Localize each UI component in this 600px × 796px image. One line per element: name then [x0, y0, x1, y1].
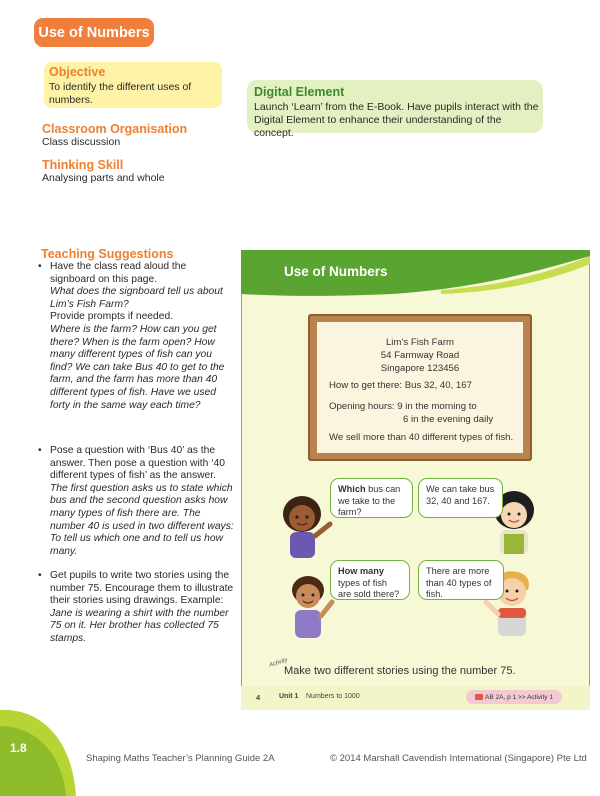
section-title: Use of Numbers	[38, 24, 150, 41]
activity-book-reference	[466, 690, 562, 704]
book-page-number: 4	[256, 693, 261, 702]
bullet-question: What does the signboard tell us about Lim’s Fish Farm?	[50, 286, 223, 310]
speech-bubble	[330, 478, 413, 518]
book-unit-title: Numbers to 1000	[306, 693, 360, 700]
section-title-tab	[34, 18, 154, 47]
bullet-intro: Get pupils to write two stories using the number 75. Encourage them to illustrate their stories using drawings. Example:	[50, 570, 234, 607]
sign-farm-name: Lim’s Fish Farm	[385, 337, 455, 348]
page-number: 1.8	[10, 741, 27, 755]
classroom-heading: Classroom Organisation	[42, 122, 188, 136]
bubble-text: We can take bus 32, 40 and 167.	[426, 484, 495, 506]
bullet-intro: Pose a question with ‘Bus 40’ as the answer. Then pose a question with ‘40 different types of fish’ as the answer.	[50, 445, 225, 482]
bullet-prompt: Provide prompts if needed.	[50, 311, 174, 323]
sign-postcode: Singapore 123456	[380, 363, 460, 374]
thinking-skill-heading: Thinking Skill	[42, 158, 124, 172]
sign-bus: How to get there: Bus 32, 40, 167	[329, 380, 472, 391]
digital-element-heading: Digital Element	[254, 85, 345, 99]
bullet-intro: Have the class read aloud the signboard on this page.	[50, 261, 187, 285]
digital-element-text: Launch ‘Learn’ from the E-Book. Have pupils interact with the Digital Element to enhance their understanding of the concept.	[254, 101, 539, 139]
classroom-text: Class discussion	[42, 136, 121, 148]
bubble-text: types of fish are sold there?	[338, 577, 400, 599]
teaching-bullet	[38, 261, 234, 412]
bubble-text: There are more than 40 types of fish.	[426, 566, 492, 599]
sign-address: 54 Farmway Road	[380, 350, 460, 361]
activity-text: Make two different stories using the number 75.	[284, 665, 516, 677]
book-page-title: Use of Numbers	[284, 264, 388, 279]
sign-hours-continued: 6 in the evening daily	[403, 414, 494, 425]
bubble-text: bus can we take to the farm?	[338, 484, 401, 517]
activity-book-reference-text: AB 2A, p 1 >> Activity 1	[485, 693, 553, 701]
teaching-bullet	[38, 445, 234, 558]
speech-bubble	[418, 560, 504, 600]
sign-hours: Opening hours: 9 in the morning to	[329, 401, 477, 412]
signboard	[317, 322, 523, 453]
sign-fish-types: We sell more than 40 different types of fish.	[329, 432, 514, 443]
thinking-skill-text: Analysing parts and whole	[42, 172, 165, 184]
footer-book-title: Shaping Maths Teacher’s Planning Guide 2A	[86, 753, 275, 764]
bullet-dot-icon: •	[38, 570, 42, 581]
bullet-dot-icon: •	[38, 445, 42, 456]
girl-1-illustration	[276, 492, 336, 560]
bullet-detail: The first question asks us to state which bus and the second question asks how many types of fish there are. The number 40 is used in two different ways: To tell us which one and to tell us how many.	[50, 482, 234, 557]
objective-text: To identify the different uses of numbers.	[49, 81, 192, 106]
book-unit: Unit 1	[279, 693, 299, 700]
speech-bubble	[330, 560, 410, 600]
activity-label: Activity	[268, 657, 289, 669]
book-icon	[475, 694, 483, 700]
bullet-dot-icon: •	[38, 261, 42, 272]
bubble-emphasis: How many	[338, 566, 384, 576]
bullet-prompts: Where is the farm? How can you get there? When is the farm open? How many different types of fish can you find? We can take Bus 40 to get to the farm, and the farm has more than 40 different types of fish. Have we used forty in the same way each time?	[50, 323, 225, 411]
speech-bubble	[418, 478, 503, 518]
objective-heading: Objective	[49, 65, 106, 79]
bubble-emphasis: Which	[338, 484, 366, 494]
footer-copyright: © 2014 Marshall Cavendish International (Singapore) Pte Ltd	[330, 753, 587, 764]
bullet-example: Jane is wearing a shirt with the number 75 on it. Her brother has collected 75 stamps.	[50, 607, 229, 644]
teaching-bullet	[38, 570, 234, 646]
teaching-suggestions-heading: Teaching Suggestions	[41, 247, 174, 261]
